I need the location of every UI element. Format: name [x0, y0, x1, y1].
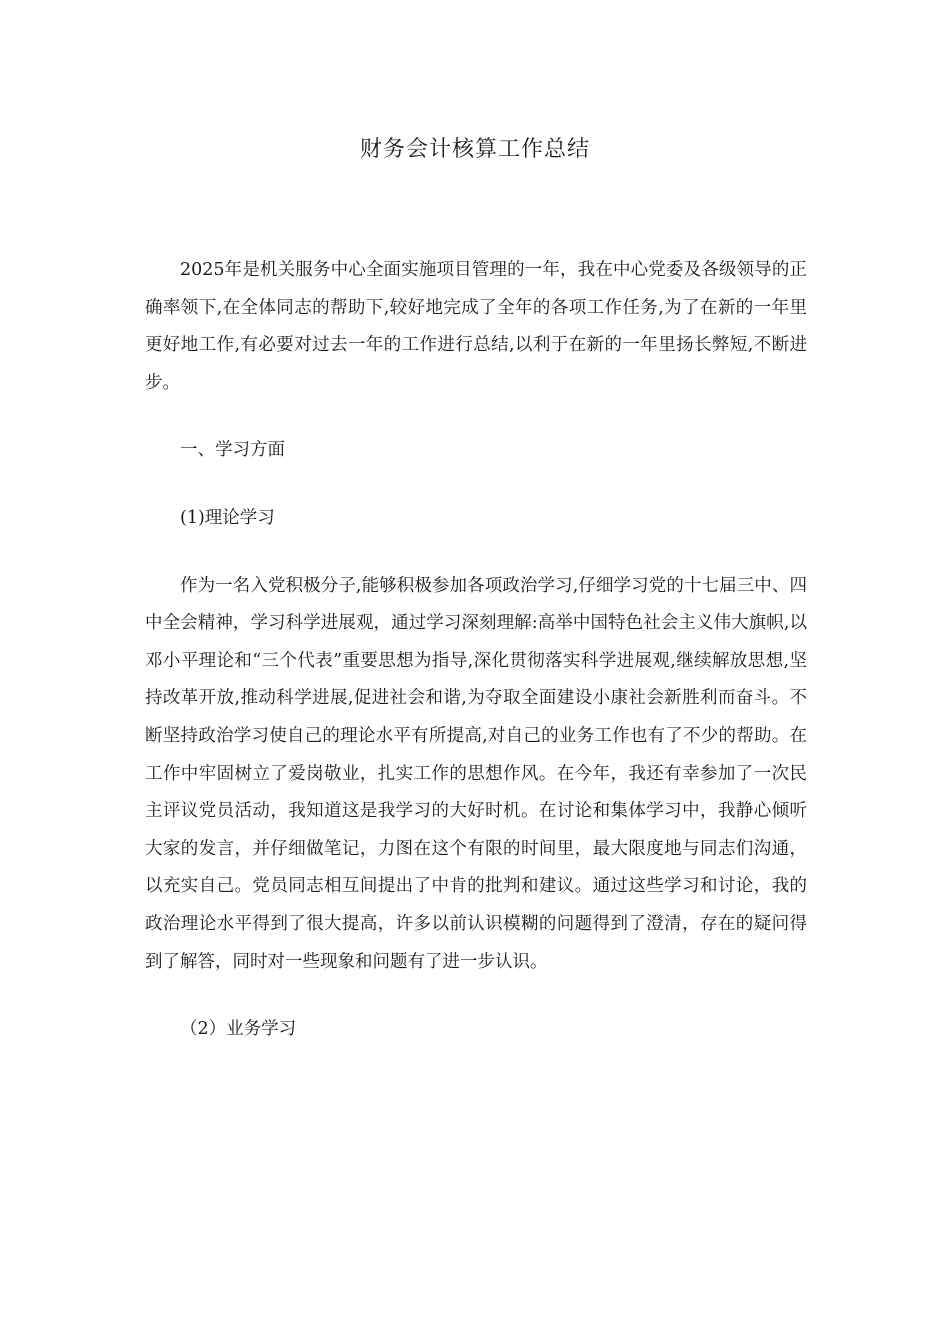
document-title: 财务会计核算工作总结 — [359, 137, 590, 162]
intro-paragraph: 2025年是机关服务中心全面实施项目管理的一年，我在中心党委及各级领导的正确率领下,在全体同志的帮助下,较好地完成了全年的各项工作任务,为了在新的一年里更好地工作,有必要对过去一年的工作进行总结,以利于在新的一年里扬长弊短,不断进步。 — [145, 260, 807, 393]
document-body — [145, 252, 807, 1049]
subsection-heading-business: （2）业务学习 — [180, 1019, 297, 1040]
subsection-heading-theory: (1)理论学习 — [180, 507, 275, 528]
theory-study-paragraph: 作为一名入党积极分子,能够积极参加各项政治学习,仔细学习党的十七届三中、四中全会精神，学习科学进展观，通过学习深刻理解:高举中国特色社会主义伟大旗帜,以邓小平理论和“三个代表”重要思想为指导,深化贯彻落实科学进展观,继续解放思想,坚持改革开放,推动科学进展,促进社会和谐,为夺取全面建设小康社会新胜利而奋斗。不断坚持政治学习使自己的理论水平有所提高,对自己的业务工作也有了不少的帮助。在工作中牢固树立了爱岗敬业，扎实工作的思想作风。在今年，我还有幸参加了一次民主评议党员活动，我知道这是我学习的大好时机。在讨论和集体学习中，我静心倾听大家的发言，并仔细做笔记，力图在这个有限的时间里，最大限度地与同志们沟通，以充实自己。党员同志相互间提出了中肯的批判和建议。通过这些学习和讨论，我的政治理论水平得到了很大提高，许多以前认识模糊的问题得到了澄清，存在的疑问得到了解答，同时对一些现象和问题有了进一步认识。 — [145, 575, 807, 972]
section-heading-study: 一、学习方面 — [180, 440, 285, 461]
